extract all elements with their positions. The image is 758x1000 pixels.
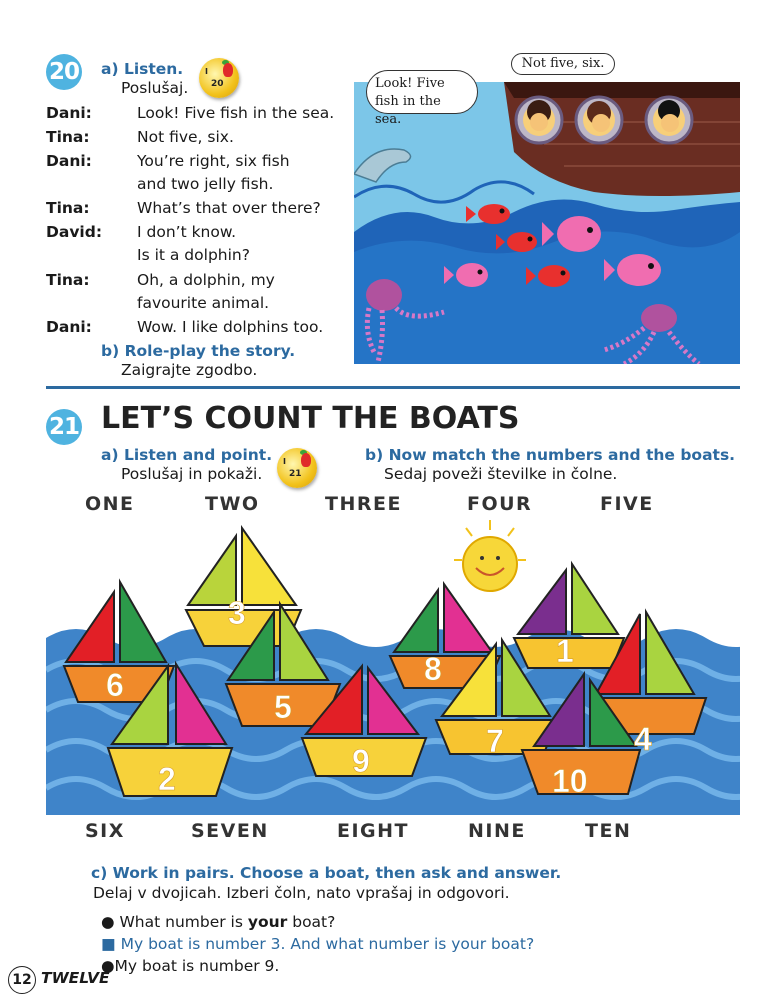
- number-word[interactable]: TEN: [585, 820, 632, 842]
- boat-number: 3: [228, 595, 246, 631]
- circle-bullet-icon: ●: [101, 957, 115, 975]
- cd-disc-label: I: [205, 67, 208, 76]
- number-word[interactable]: ONE: [85, 493, 135, 515]
- boat-number: 8: [424, 651, 442, 687]
- exercise-21-number: 21: [46, 409, 82, 445]
- speaker: David:: [46, 223, 103, 241]
- ex20-a-instruction: a) Listen.: [101, 60, 184, 78]
- cd-track-label: 21: [289, 469, 302, 479]
- utterance: You’re right, six fish: [137, 152, 290, 170]
- number-word[interactable]: FIVE: [600, 493, 654, 515]
- cd-track-icon[interactable]: [199, 58, 239, 98]
- ex21-a-translation: Poslušaj in pokaži.: [121, 465, 263, 483]
- ex21-b-translation: Sedaj poveži številke in čolne.: [384, 465, 618, 483]
- speaker: Dani:: [46, 152, 92, 170]
- sea-scene-svg: [354, 82, 740, 364]
- page-number: 12: [8, 966, 36, 994]
- sun-icon: [454, 520, 526, 591]
- answer-text: My boat is number 9.: [114, 957, 280, 975]
- speech-bubble-tina: Not five, six.: [511, 53, 615, 75]
- boat-number: 4: [634, 721, 652, 757]
- cd-disc-label: I: [283, 457, 286, 466]
- boat-number: 5: [274, 689, 292, 725]
- question-text: What number is: [119, 913, 248, 931]
- circle-bullet-icon: ●: [101, 913, 115, 931]
- speaker: Tina:: [46, 199, 90, 217]
- utterance: Wow. I like dolphins too.: [137, 318, 324, 336]
- ex20-a-translation: Poslušaj.: [121, 79, 189, 97]
- speaker: Tina:: [46, 128, 90, 146]
- utterance: Oh, a dolphin, my: [137, 271, 275, 289]
- porthole: [516, 97, 562, 143]
- utterance: and two jelly fish.: [137, 175, 274, 193]
- ex21-a-instruction: a) Listen and point.: [101, 446, 273, 464]
- question-line: [101, 913, 335, 931]
- utterance: favourite animal.: [137, 294, 270, 312]
- section-divider: [46, 386, 740, 389]
- number-word[interactable]: TWO: [205, 493, 260, 515]
- ex21-c-translation: Delaj v dvojicah. Izberi čoln, nato vprašaj in odgovori.: [93, 884, 510, 902]
- answer-line: [101, 935, 534, 953]
- speaker: Dani:: [46, 318, 92, 336]
- page-word: TWELVE: [41, 969, 110, 987]
- ex20-b-translation: Zaigrajte zgodbo.: [121, 361, 258, 379]
- boat-number: 10: [552, 763, 588, 799]
- ex21-b-instruction: b) Now match the numbers and the boats.: [365, 446, 736, 464]
- boats-scene-svg: [46, 520, 740, 815]
- utterance: Look! Five fish in the sea.: [137, 104, 335, 122]
- number-word[interactable]: EIGHT: [337, 820, 410, 842]
- cd-track-icon[interactable]: [277, 448, 317, 488]
- utterance: I don’t know.: [137, 223, 237, 241]
- boats-illustration: [46, 520, 740, 815]
- speaker: Tina:: [46, 271, 90, 289]
- sea-illustration: [354, 82, 740, 364]
- ex21-c-instruction: c) Work in pairs. Choose a boat, then ask and answer.: [91, 864, 562, 882]
- speaker: Dani:: [46, 104, 92, 122]
- boat-number: 6: [106, 667, 124, 703]
- exercise-20-number: 20: [46, 54, 82, 90]
- emphasis: your: [247, 913, 288, 931]
- number-word[interactable]: THREE: [325, 493, 402, 515]
- answer-line: [101, 957, 279, 975]
- question-text: boat?: [287, 913, 336, 931]
- porthole: [576, 97, 622, 143]
- exercise-21-title: LET’S COUNT THE BOATS: [101, 401, 520, 436]
- boat-number: 9: [352, 743, 370, 779]
- speech-bubble-dani: Look! Five fish in the sea.: [366, 70, 478, 114]
- answer-text: My boat is number 3. And what number is your boat?: [120, 935, 535, 953]
- utterance: Is it a dolphin?: [137, 246, 250, 264]
- number-word[interactable]: SEVEN: [191, 820, 269, 842]
- boat-number: 2: [158, 761, 176, 797]
- number-word[interactable]: NINE: [468, 820, 526, 842]
- number-word[interactable]: FOUR: [467, 493, 533, 515]
- number-word[interactable]: SIX: [85, 820, 125, 842]
- cd-track-label: 20: [211, 79, 224, 89]
- utterance: Not five, six.: [137, 128, 234, 146]
- utterance: What’s that over there?: [137, 199, 321, 217]
- square-bullet-icon: ■: [101, 935, 116, 953]
- porthole: [646, 97, 692, 143]
- boat-number: 7: [486, 723, 504, 759]
- ex20-b-instruction: b) Role-play the story.: [101, 342, 296, 360]
- boat-number: 1: [556, 633, 574, 669]
